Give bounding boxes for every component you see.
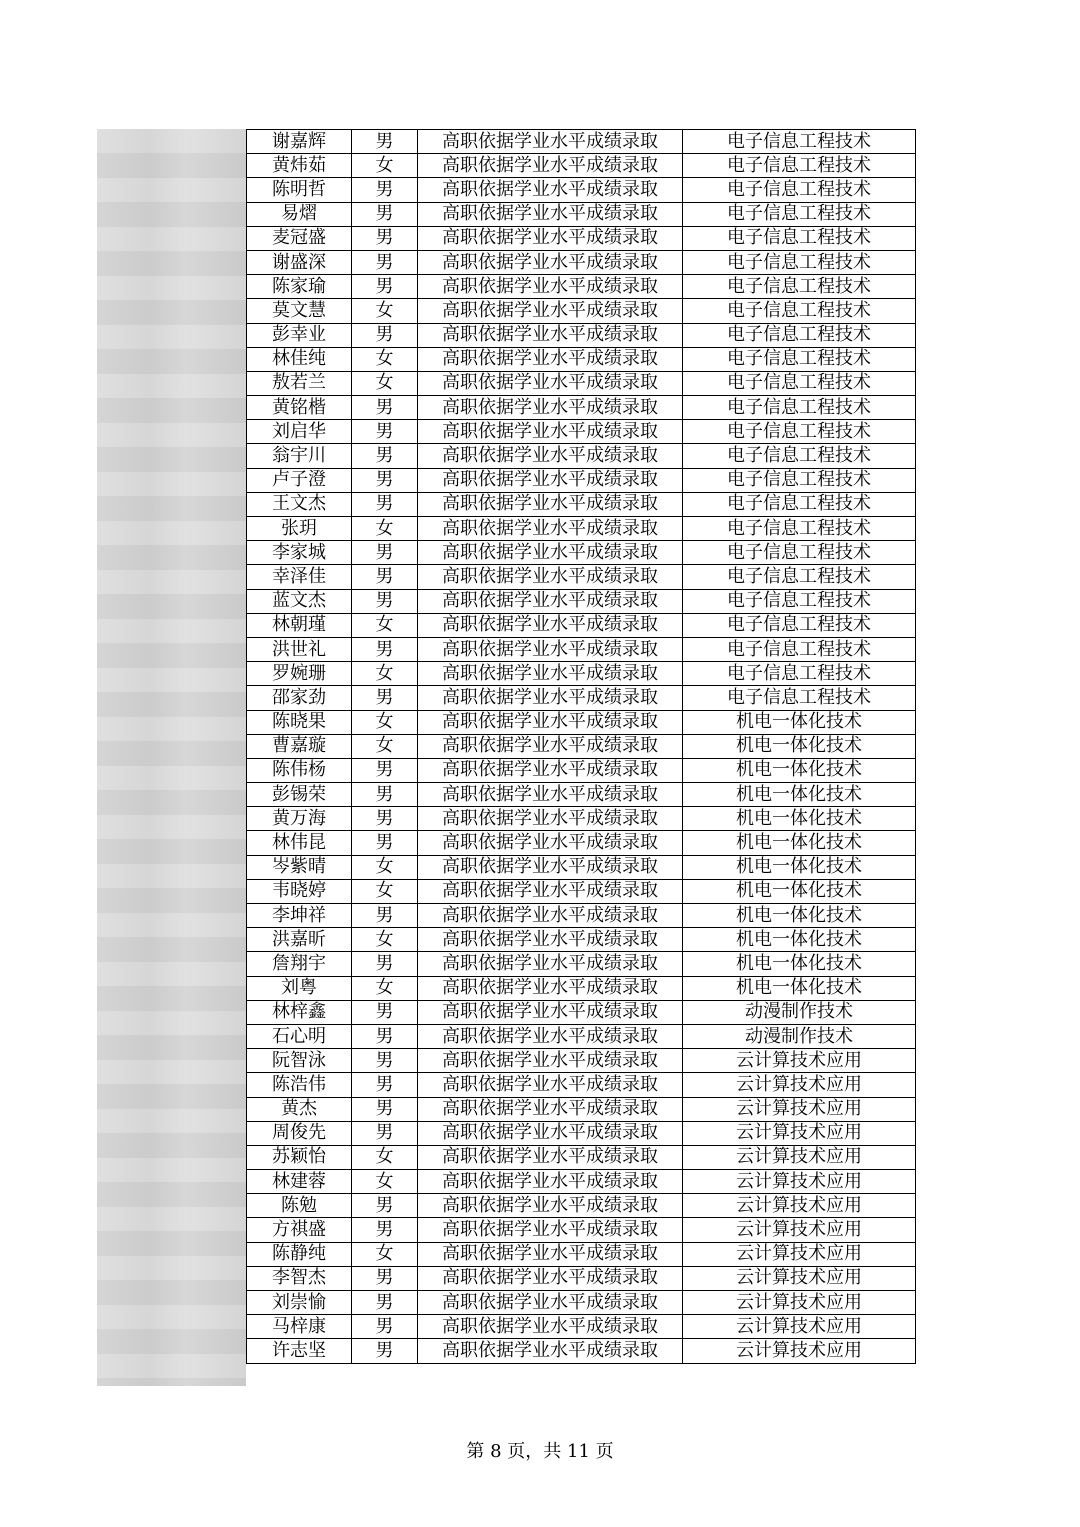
admission-type-cell: 高职依据学业水平成绩录取 (418, 1073, 683, 1097)
table-row (247, 541, 916, 565)
student-name-cell: 苏颖怡 (247, 1145, 352, 1169)
student-name-cell: 周俊先 (247, 1121, 352, 1145)
table-row (247, 1049, 916, 1073)
major-cell: 电子信息工程技术 (683, 250, 916, 274)
gender-cell: 男 (352, 178, 418, 202)
gender-cell: 男 (352, 323, 418, 347)
admission-type-cell: 高职依据学业水平成绩录取 (418, 1121, 683, 1145)
table-row (247, 444, 916, 468)
major-cell: 电子信息工程技术 (683, 686, 916, 710)
gender-cell: 男 (352, 1000, 418, 1024)
gender-cell: 男 (352, 1024, 418, 1048)
admission-type-cell: 高职依据学业水平成绩录取 (418, 1242, 683, 1266)
table-row (247, 1291, 916, 1315)
student-name-cell: 洪世礼 (247, 637, 352, 661)
major-cell: 机电一体化技术 (683, 855, 916, 879)
student-name-cell: 林佳纯 (247, 347, 352, 371)
table-row (247, 710, 916, 734)
table-row (247, 1315, 916, 1339)
major-cell: 云计算技术应用 (683, 1073, 916, 1097)
gender-cell: 男 (352, 637, 418, 661)
major-cell: 云计算技术应用 (683, 1339, 916, 1363)
student-name-cell: 卢子澄 (247, 468, 352, 492)
student-name-cell: 张玥 (247, 517, 352, 541)
major-cell: 电子信息工程技术 (683, 662, 916, 686)
gender-cell: 男 (352, 1194, 418, 1218)
admission-type-cell: 高职依据学业水平成绩录取 (418, 710, 683, 734)
student-name-cell: 陈晓果 (247, 710, 352, 734)
major-cell: 电子信息工程技术 (683, 130, 916, 154)
table-row (247, 347, 916, 371)
gender-cell: 男 (352, 565, 418, 589)
major-cell: 机电一体化技术 (683, 783, 916, 807)
student-name-cell: 石心明 (247, 1024, 352, 1048)
admission-type-cell: 高职依据学业水平成绩录取 (418, 879, 683, 903)
student-name-cell: 詹翔宇 (247, 952, 352, 976)
student-name-cell: 莫文慧 (247, 299, 352, 323)
admission-type-cell: 高职依据学业水平成绩录取 (418, 468, 683, 492)
gender-cell: 男 (352, 1291, 418, 1315)
admission-type-cell: 高职依据学业水平成绩录取 (418, 347, 683, 371)
gender-cell: 男 (352, 541, 418, 565)
table-row (247, 420, 916, 444)
gender-cell: 男 (352, 396, 418, 420)
gender-cell: 男 (352, 420, 418, 444)
table-row (247, 468, 916, 492)
admission-type-cell: 高职依据学业水平成绩录取 (418, 154, 683, 178)
student-name-cell: 麦冠盛 (247, 226, 352, 250)
student-name-cell: 岑紫晴 (247, 855, 352, 879)
table-row (247, 130, 916, 154)
admission-type-cell: 高职依据学业水平成绩录取 (418, 1339, 683, 1363)
major-cell: 电子信息工程技术 (683, 275, 916, 299)
admission-type-cell: 高职依据学业水平成绩录取 (418, 371, 683, 395)
gender-cell: 男 (352, 758, 418, 782)
admission-type-cell: 高职依据学业水平成绩录取 (418, 1315, 683, 1339)
gender-cell: 女 (352, 613, 418, 637)
table-row (247, 178, 916, 202)
gender-cell: 男 (352, 1121, 418, 1145)
major-cell: 机电一体化技术 (683, 831, 916, 855)
major-cell: 云计算技术应用 (683, 1121, 916, 1145)
gender-cell: 男 (352, 831, 418, 855)
admission-type-cell: 高职依据学业水平成绩录取 (418, 250, 683, 274)
gender-cell: 男 (352, 952, 418, 976)
table-row (247, 589, 916, 613)
table-row (247, 1242, 916, 1266)
major-cell: 云计算技术应用 (683, 1218, 916, 1242)
major-cell: 电子信息工程技术 (683, 420, 916, 444)
admission-type-cell: 高职依据学业水平成绩录取 (418, 831, 683, 855)
table-row (247, 299, 916, 323)
student-name-cell: 李智杰 (247, 1266, 352, 1290)
admission-type-cell: 高职依据学业水平成绩录取 (418, 904, 683, 928)
major-cell: 电子信息工程技术 (683, 371, 916, 395)
student-name-cell: 陈浩伟 (247, 1073, 352, 1097)
student-name-cell: 陈家瑜 (247, 275, 352, 299)
admission-type-cell: 高职依据学业水平成绩录取 (418, 444, 683, 468)
major-cell: 电子信息工程技术 (683, 323, 916, 347)
table-row (247, 904, 916, 928)
student-name-cell: 黄铭楷 (247, 396, 352, 420)
table-row (247, 202, 916, 226)
table-row (247, 154, 916, 178)
gender-cell: 男 (352, 250, 418, 274)
student-name-cell: 韦晓婷 (247, 879, 352, 903)
admission-type-cell: 高职依据学业水平成绩录取 (418, 202, 683, 226)
gender-cell: 男 (352, 1266, 418, 1290)
table-row (247, 1000, 916, 1024)
table-row (247, 1097, 916, 1121)
student-name-cell: 谢嘉辉 (247, 130, 352, 154)
table-row (247, 323, 916, 347)
major-cell: 电子信息工程技术 (683, 468, 916, 492)
admission-type-cell: 高职依据学业水平成绩录取 (418, 275, 683, 299)
major-cell: 电子信息工程技术 (683, 637, 916, 661)
redacted-id-column (97, 129, 246, 1386)
admission-type-cell: 高职依据学业水平成绩录取 (418, 396, 683, 420)
admission-type-cell: 高职依据学业水平成绩录取 (418, 492, 683, 516)
student-name-cell: 黄杰 (247, 1097, 352, 1121)
major-cell: 云计算技术应用 (683, 1242, 916, 1266)
table-row (247, 565, 916, 589)
student-name-cell: 马梓康 (247, 1315, 352, 1339)
admission-type-cell: 高职依据学业水平成绩录取 (418, 1291, 683, 1315)
student-name-cell: 陈勉 (247, 1194, 352, 1218)
admission-type-cell: 高职依据学业水平成绩录取 (418, 565, 683, 589)
student-name-cell: 王文杰 (247, 492, 352, 516)
major-cell: 机电一体化技术 (683, 710, 916, 734)
student-name-cell: 刘粤 (247, 976, 352, 1000)
table-row (247, 275, 916, 299)
student-name-cell: 刘启华 (247, 420, 352, 444)
major-cell: 电子信息工程技术 (683, 444, 916, 468)
gender-cell: 男 (352, 1073, 418, 1097)
gender-cell: 男 (352, 1218, 418, 1242)
table-row (247, 1145, 916, 1169)
student-name-cell: 陈伟杨 (247, 758, 352, 782)
table-row (247, 613, 916, 637)
gender-cell: 男 (352, 130, 418, 154)
admission-type-cell: 高职依据学业水平成绩录取 (418, 976, 683, 1000)
table-row (247, 855, 916, 879)
major-cell: 云计算技术应用 (683, 1291, 916, 1315)
admission-type-cell: 高职依据学业水平成绩录取 (418, 420, 683, 444)
gender-cell: 女 (352, 1145, 418, 1169)
admission-type-cell: 高职依据学业水平成绩录取 (418, 1194, 683, 1218)
admission-type-cell: 高职依据学业水平成绩录取 (418, 1097, 683, 1121)
admission-type-cell: 高职依据学业水平成绩录取 (418, 130, 683, 154)
student-name-cell: 阮智泳 (247, 1049, 352, 1073)
gender-cell: 男 (352, 275, 418, 299)
admission-type-cell: 高职依据学业水平成绩录取 (418, 734, 683, 758)
gender-cell: 男 (352, 444, 418, 468)
table-row (247, 1170, 916, 1194)
admission-type-cell: 高职依据学业水平成绩录取 (418, 662, 683, 686)
table-row (247, 492, 916, 516)
student-name-cell: 林伟昆 (247, 831, 352, 855)
gender-cell: 男 (352, 783, 418, 807)
major-cell: 云计算技术应用 (683, 1145, 916, 1169)
table-row (247, 686, 916, 710)
admission-type-cell: 高职依据学业水平成绩录取 (418, 226, 683, 250)
student-name-cell: 谢盛深 (247, 250, 352, 274)
admission-type-cell: 高职依据学业水平成绩录取 (418, 299, 683, 323)
gender-cell: 男 (352, 904, 418, 928)
table-row (247, 831, 916, 855)
admission-type-cell: 高职依据学业水平成绩录取 (418, 1170, 683, 1194)
major-cell: 电子信息工程技术 (683, 299, 916, 323)
student-name-cell: 黄炜茹 (247, 154, 352, 178)
student-name-cell: 许志坚 (247, 1339, 352, 1363)
major-cell: 电子信息工程技术 (683, 154, 916, 178)
student-name-cell: 彭幸业 (247, 323, 352, 347)
admission-type-cell: 高职依据学业水平成绩录取 (418, 686, 683, 710)
major-cell: 云计算技术应用 (683, 1194, 916, 1218)
major-cell: 云计算技术应用 (683, 1097, 916, 1121)
admission-table-body (247, 130, 916, 1364)
table-row (247, 734, 916, 758)
gender-cell: 女 (352, 855, 418, 879)
gender-cell: 女 (352, 154, 418, 178)
table-row (247, 662, 916, 686)
student-name-cell: 陈静纯 (247, 1242, 352, 1266)
gender-cell: 女 (352, 347, 418, 371)
student-name-cell: 李家城 (247, 541, 352, 565)
gender-cell: 女 (352, 662, 418, 686)
gender-cell: 女 (352, 517, 418, 541)
admission-type-cell: 高职依据学业水平成绩录取 (418, 928, 683, 952)
admission-type-cell: 高职依据学业水平成绩录取 (418, 855, 683, 879)
major-cell: 机电一体化技术 (683, 976, 916, 1000)
admission-type-cell: 高职依据学业水平成绩录取 (418, 1049, 683, 1073)
student-name-cell: 黄万海 (247, 807, 352, 831)
major-cell: 动漫制作技术 (683, 1000, 916, 1024)
student-name-cell: 方祺盛 (247, 1218, 352, 1242)
major-cell: 机电一体化技术 (683, 904, 916, 928)
gender-cell: 男 (352, 1049, 418, 1073)
table-row (247, 1024, 916, 1048)
gender-cell: 男 (352, 589, 418, 613)
table-row (247, 517, 916, 541)
gender-cell: 女 (352, 299, 418, 323)
student-name-cell: 李坤祥 (247, 904, 352, 928)
admission-type-cell: 高职依据学业水平成绩录取 (418, 637, 683, 661)
major-cell: 电子信息工程技术 (683, 492, 916, 516)
table-row (247, 1218, 916, 1242)
major-cell: 电子信息工程技术 (683, 347, 916, 371)
student-name-cell: 洪嘉昕 (247, 928, 352, 952)
major-cell: 电子信息工程技术 (683, 396, 916, 420)
admission-table (246, 129, 916, 1364)
admission-type-cell: 高职依据学业水平成绩录取 (418, 1266, 683, 1290)
admission-type-cell: 高职依据学业水平成绩录取 (418, 783, 683, 807)
table-row (247, 226, 916, 250)
table-row (247, 1339, 916, 1363)
student-name-cell: 罗婉珊 (247, 662, 352, 686)
gender-cell: 男 (352, 1315, 418, 1339)
student-name-cell: 翁宇川 (247, 444, 352, 468)
gender-cell: 男 (352, 807, 418, 831)
gender-cell: 男 (352, 686, 418, 710)
gender-cell: 男 (352, 226, 418, 250)
major-cell: 云计算技术应用 (683, 1315, 916, 1339)
major-cell: 电子信息工程技术 (683, 178, 916, 202)
major-cell: 机电一体化技术 (683, 734, 916, 758)
admission-type-cell: 高职依据学业水平成绩录取 (418, 178, 683, 202)
table-row (247, 758, 916, 782)
major-cell: 电子信息工程技术 (683, 613, 916, 637)
gender-cell: 男 (352, 1097, 418, 1121)
major-cell: 电子信息工程技术 (683, 589, 916, 613)
major-cell: 机电一体化技术 (683, 952, 916, 976)
admission-type-cell: 高职依据学业水平成绩录取 (418, 613, 683, 637)
table-row (247, 371, 916, 395)
gender-cell: 男 (352, 1339, 418, 1363)
major-cell: 电子信息工程技术 (683, 226, 916, 250)
major-cell: 电子信息工程技术 (683, 202, 916, 226)
admission-type-cell: 高职依据学业水平成绩录取 (418, 1218, 683, 1242)
major-cell: 动漫制作技术 (683, 1024, 916, 1048)
gender-cell: 女 (352, 976, 418, 1000)
major-cell: 电子信息工程技术 (683, 517, 916, 541)
major-cell: 云计算技术应用 (683, 1170, 916, 1194)
major-cell: 机电一体化技术 (683, 928, 916, 952)
admission-type-cell: 高职依据学业水平成绩录取 (418, 1000, 683, 1024)
gender-cell: 男 (352, 202, 418, 226)
gender-cell: 女 (352, 710, 418, 734)
page-footer: 第 8 页，共 11 页 (466, 1441, 614, 1462)
gender-cell: 女 (352, 928, 418, 952)
student-name-cell: 彭锡荣 (247, 783, 352, 807)
major-cell: 机电一体化技术 (683, 758, 916, 782)
major-cell: 机电一体化技术 (683, 879, 916, 903)
table-row (247, 879, 916, 903)
table-row (247, 250, 916, 274)
student-name-cell: 易熠 (247, 202, 352, 226)
admission-type-cell: 高职依据学业水平成绩录取 (418, 1024, 683, 1048)
gender-cell: 男 (352, 492, 418, 516)
table-row (247, 1121, 916, 1145)
major-cell: 云计算技术应用 (683, 1266, 916, 1290)
admission-type-cell: 高职依据学业水平成绩录取 (418, 758, 683, 782)
student-name-cell: 林梓鑫 (247, 1000, 352, 1024)
gender-cell: 女 (352, 1242, 418, 1266)
major-cell: 电子信息工程技术 (683, 541, 916, 565)
gender-cell: 女 (352, 371, 418, 395)
table-row (247, 1194, 916, 1218)
admission-type-cell: 高职依据学业水平成绩录取 (418, 517, 683, 541)
table-row (247, 807, 916, 831)
major-cell: 云计算技术应用 (683, 1049, 916, 1073)
student-name-cell: 幸泽佳 (247, 565, 352, 589)
student-name-cell: 林建蓉 (247, 1170, 352, 1194)
student-name-cell: 曹嘉璇 (247, 734, 352, 758)
table-row (247, 1073, 916, 1097)
table-row (247, 952, 916, 976)
student-name-cell: 邵家劲 (247, 686, 352, 710)
table-row (247, 783, 916, 807)
gender-cell: 女 (352, 879, 418, 903)
gender-cell: 女 (352, 734, 418, 758)
student-name-cell: 敖若兰 (247, 371, 352, 395)
major-cell: 电子信息工程技术 (683, 565, 916, 589)
admission-type-cell: 高职依据学业水平成绩录取 (418, 323, 683, 347)
major-cell: 机电一体化技术 (683, 807, 916, 831)
table-row (247, 1266, 916, 1290)
admission-type-cell: 高职依据学业水平成绩录取 (418, 952, 683, 976)
table-row (247, 637, 916, 661)
student-name-cell: 蓝文杰 (247, 589, 352, 613)
admission-type-cell: 高职依据学业水平成绩录取 (418, 807, 683, 831)
table-row (247, 396, 916, 420)
admission-type-cell: 高职依据学业水平成绩录取 (418, 541, 683, 565)
table-row (247, 928, 916, 952)
admission-type-cell: 高职依据学业水平成绩录取 (418, 589, 683, 613)
student-name-cell: 林朝瑾 (247, 613, 352, 637)
admission-type-cell: 高职依据学业水平成绩录取 (418, 1145, 683, 1169)
gender-cell: 男 (352, 468, 418, 492)
gender-cell: 女 (352, 1170, 418, 1194)
student-name-cell: 陈明哲 (247, 178, 352, 202)
table-row (247, 976, 916, 1000)
student-name-cell: 刘崇愉 (247, 1291, 352, 1315)
